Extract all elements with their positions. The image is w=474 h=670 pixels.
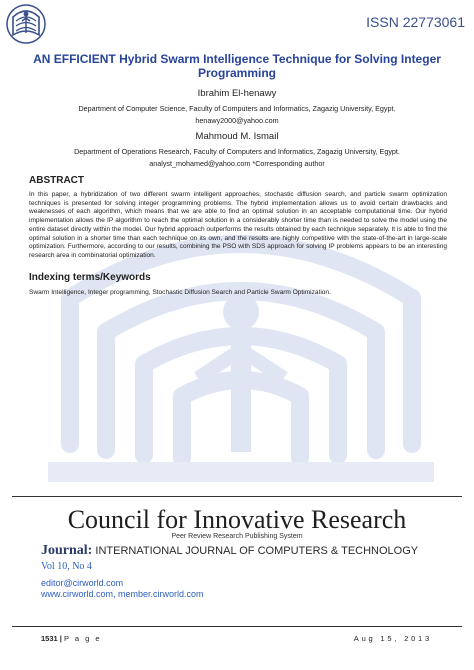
divider: [12, 496, 462, 497]
keywords-heading: Indexing terms/Keywords: [29, 272, 151, 283]
author-name-1: Ibrahim El-henawy: [197, 88, 277, 99]
author-email-2: analyst_mohamed@yahoo.com *Corresponding author: [149, 159, 325, 168]
author-email-1: henawy2000@yahoo.com: [195, 116, 279, 125]
page-footer: [41, 634, 102, 643]
journal-name: INTERNATIONAL JOURNAL OF COMPUTERS & TECHNOLOGY: [92, 545, 419, 557]
author-affiliation-2: Department of Operations Research, Faculty of Computers and Informatics, Zagazig University, Egypt.: [74, 147, 400, 156]
publisher-tagline: Peer Review Research Publishing System: [171, 533, 303, 540]
website-links[interactable]: www.cirworld.com, member.cirworld.com: [41, 589, 204, 599]
footer-divider: [12, 626, 462, 627]
volume-label: Vol 10, No 4: [41, 561, 92, 572]
author-name-2: Mahmoud M. Ismail: [195, 131, 279, 142]
publisher-logo-icon: [5, 3, 47, 45]
author-affiliation-1: Department of Computer Science, Faculty of Computers and Informatics, Zagazig University, Egypt.: [78, 104, 396, 113]
journal-label: Journal:: [41, 543, 93, 558]
journal-line: [41, 543, 418, 559]
page-label: P a g e: [63, 634, 102, 643]
issn-label: ISSN 22773061: [366, 14, 465, 30]
paper-title: AN EFFICIENT Hybrid Swarm Intelligence Technique for Solving Integer Programming: [33, 52, 441, 80]
publisher-name: Council for Innovative Research: [67, 505, 407, 534]
page-separator: |: [57, 634, 64, 643]
abstract-heading: ABSTRACT: [29, 175, 84, 186]
page-number: 1531: [41, 634, 58, 643]
publication-date: Aug 15, 2013: [353, 634, 432, 643]
editor-email-link[interactable]: editor@cirworld.com: [41, 578, 124, 588]
keywords-text: Swarm Intelligence, Integer programming, Stochastic Diffusion Search and Particle Swarm Optimization.: [29, 289, 331, 296]
abstract-text: In this paper, a hybridization of two different swarm intelligent approaches, stochastic diffusion search, and particle swarm optimization techniques is presented for solving integer programming problems. The hybrid implementation allows us to avoid certain drawbacks and weaknesses of each algorithm, which means that we are able to find an optimal solution in an acceptable computational time. Our hybrid implementation allows the IP algorithm to reach the optimal solution in a considerably shorter time than is needed to solve the model using the entire dataset directly within the model. Our hybrid approach outperforms the results obtained by each technique separately. It is able to find the optimal solution in a shorter time than each technique on its own, and the results are highly competitive with the state-of-the-art in large-scale optimization. Furthermore, according to our results, combining the PSO with SDS approach for solving IP problems appears to be an interesting research area in combinatorial optimization.: [29, 191, 447, 259]
